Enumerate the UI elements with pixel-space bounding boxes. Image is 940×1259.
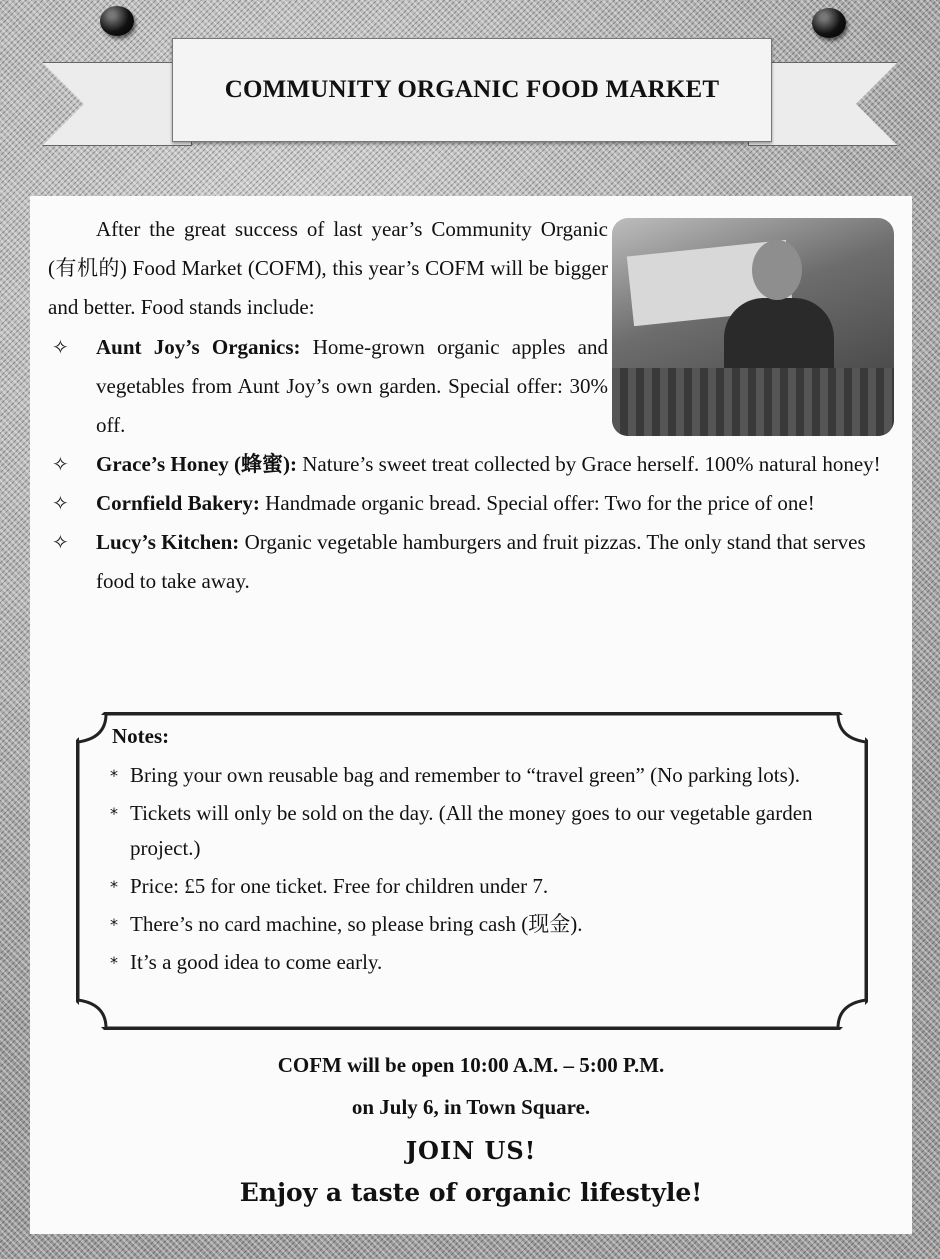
stand-description: Handmade organic bread. Special offer: Two for the price of one! xyxy=(259,491,815,515)
note-text: Price: £5 for one ticket. Free for children under 7. xyxy=(130,874,549,898)
stand-description: Organic vegetable hamburgers and fruit pizzas. The only stand that serves food to take away. xyxy=(96,530,866,593)
note-text: Tickets will only be sold on the day. (All the money goes to our vegetable garden project.) xyxy=(130,801,813,860)
content-panel xyxy=(30,196,912,1234)
stand-description: Nature’s sweet treat collected by Grace herself. 100% natural honey! xyxy=(297,452,881,476)
four-pointed-star-icon: ✧ xyxy=(52,335,69,359)
stand-name: Cornfield Bakery: xyxy=(96,491,260,515)
food-stands-list xyxy=(48,328,898,601)
list-item xyxy=(110,945,856,980)
photo-person-head-shape xyxy=(752,240,802,300)
list-item xyxy=(48,523,898,601)
note-text: There’s no card machine, so please bring cash (现金). xyxy=(130,912,583,936)
stand-description: Home-grown organic apples and vegetables from Aunt Joy’s own garden. Special offer: 30% off. xyxy=(96,335,608,437)
list-item xyxy=(110,869,856,904)
list-item xyxy=(110,907,856,942)
page-title: COMMUNITY ORGANIC FOOD MARKET xyxy=(224,76,720,103)
banner-ribbon-left xyxy=(42,62,192,146)
asterisk-icon: * xyxy=(110,915,118,934)
asterisk-icon: * xyxy=(110,953,118,972)
four-pointed-star-icon: ✧ xyxy=(52,452,69,476)
list-item xyxy=(48,328,608,445)
notes-title: Notes: xyxy=(112,724,170,748)
four-pointed-star-icon: ✧ xyxy=(52,491,69,515)
intro-paragraph: After the great success of last year’s Community Organic (有机的) Food Market (COFM), this year’s COFM will be bigger and better. Food stands include: xyxy=(48,217,608,319)
asterisk-icon: * xyxy=(110,804,118,823)
opening-hours: COFM will be open 10:00 A.M. – 5:00 P.M. xyxy=(277,1053,665,1077)
title-banner xyxy=(172,38,772,142)
list-item xyxy=(48,445,898,484)
list-item xyxy=(48,484,898,523)
opening-info xyxy=(30,1044,912,1128)
stand-name: Aunt Joy’s Organics: xyxy=(96,335,301,359)
stand-name: Lucy’s Kitchen: xyxy=(96,530,240,554)
tagline: Enjoy a taste of organic lifestyle! xyxy=(239,1178,703,1207)
four-pointed-star-icon: ✧ xyxy=(52,530,69,554)
opening-date-location: on July 6, in Town Square. xyxy=(351,1095,591,1119)
join-heading: JOIN US! xyxy=(405,1136,537,1165)
notes-list xyxy=(110,758,856,983)
pushpin-icon xyxy=(100,6,134,36)
asterisk-icon: * xyxy=(110,766,118,785)
list-item xyxy=(110,758,856,793)
note-text: It’s a good idea to come early. xyxy=(130,950,383,974)
stand-name: Grace’s Honey (蜂蜜): xyxy=(96,452,297,476)
asterisk-icon: * xyxy=(110,877,118,896)
list-item xyxy=(110,796,856,866)
pushpin-icon xyxy=(812,8,846,38)
note-text: Bring your own reusable bag and remember to “travel green” (No parking lots). xyxy=(130,763,801,787)
